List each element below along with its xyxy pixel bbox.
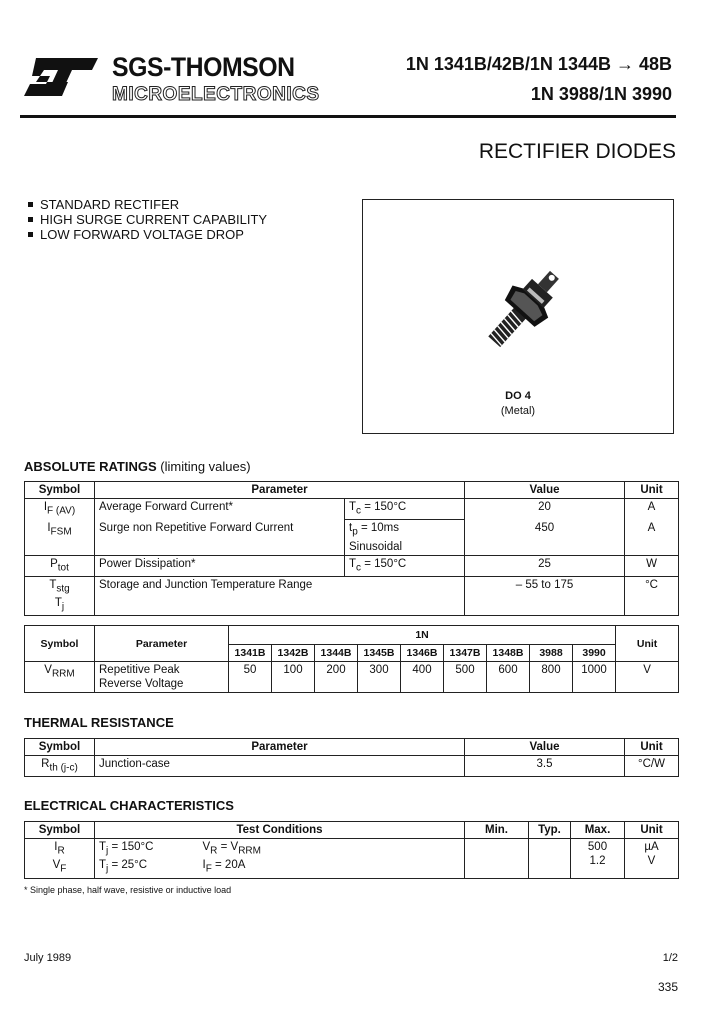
diode-package-icon (461, 250, 581, 375)
feature-item: HIGH SURGE CURRENT CAPABILITY (26, 212, 267, 227)
col-test-conditions: Test Conditions (95, 822, 465, 839)
voltage-cell: 200 (315, 662, 358, 693)
condition-cell: $T_c = 150^\circ C$ (345, 555, 465, 576)
table-row (25, 756, 679, 777)
page-number: 1/2 (662, 952, 678, 964)
type-header: 1345B (358, 645, 401, 662)
symbol-cell: $R_{th (j-c)}$ (25, 756, 95, 777)
symbol-cell: $P_{tot}$ (25, 555, 95, 576)
symbol-cell: $I_{FSM}$ (25, 520, 95, 555)
col-min: Min. (465, 822, 529, 839)
feature-list (26, 197, 267, 242)
thermal-resistance-title: THERMAL RESISTANCE (24, 715, 174, 730)
unit-cell: V (616, 662, 679, 693)
parameter-cell: Surge non Repetitive Forward Current (95, 520, 345, 555)
type-header: 3990 (573, 645, 616, 662)
unit-cell: A (625, 520, 679, 555)
table-row (25, 576, 679, 616)
brand-subtitle: MICROELECTRONICS (112, 84, 320, 105)
package-material: (Metal) (500, 405, 536, 417)
absolute-ratings-heading: ABSOLUTE RATINGS (24, 459, 157, 474)
col-parameter: Parameter (95, 626, 229, 662)
value-cell: 20 (465, 499, 625, 520)
unit-cell: °C (625, 576, 679, 616)
table-header-row (25, 482, 679, 499)
electrical-characteristics-title: ELECTRICAL CHARACTERISTICS (24, 798, 234, 813)
parameter-cell: Storage and Junction Temperature Range (95, 576, 465, 616)
voltage-cell: 1000 (573, 662, 616, 693)
col-symbol: Symbol (25, 739, 95, 756)
type-header: 3988 (530, 645, 573, 662)
table-row (25, 555, 679, 576)
voltage-cell: 800 (530, 662, 573, 693)
col-unit: Unit (616, 626, 679, 662)
col-unit: Unit (625, 482, 679, 499)
voltage-cell: 50 (229, 662, 272, 693)
package-figure (362, 199, 674, 434)
absolute-ratings-title (24, 459, 251, 474)
header-divider (20, 115, 676, 118)
type-header: 1348B (487, 645, 530, 662)
st-logo (22, 52, 102, 102)
vrrm-table (24, 625, 679, 693)
st-logo-icon (22, 52, 102, 102)
col-symbol: Symbol (25, 626, 95, 662)
feature-item: LOW FORWARD VOLTAGE DROP (26, 227, 267, 242)
table-header-row (25, 739, 679, 756)
type-header: 1344B (315, 645, 358, 662)
symbol-cell: $V_{RRM}$ (25, 662, 95, 693)
min-cell (465, 839, 529, 879)
unit-cell: °C/W (625, 756, 679, 777)
unit-cell: A (625, 499, 679, 520)
type-header: 1342B (272, 645, 315, 662)
package-name: DO 4 (505, 390, 531, 402)
brand-name: SGS-THOMSON (112, 52, 295, 82)
voltage-cell: 400 (401, 662, 444, 693)
absolute-ratings-subtitle: (limiting values) (160, 459, 251, 474)
typ-cell (529, 839, 571, 879)
type-header: 1346B (401, 645, 444, 662)
table-row (25, 839, 679, 879)
col-unit: Unit (625, 822, 679, 839)
absolute-ratings-table (24, 481, 679, 616)
part-numbers-line1: 1N 1341B/42B/1N 1344B → 48B (405, 54, 672, 74)
table-header-row (25, 822, 679, 839)
parameter-cell: Power Dissipation* (95, 555, 345, 576)
voltage-cell: 500 (444, 662, 487, 693)
symbol-cell: $I_R$ $V_F$ (25, 839, 95, 879)
col-value: Value (465, 739, 625, 756)
condition-cell: $V_R = V_{RRM}$ $I_F = 20A$ (199, 839, 465, 879)
col-unit: Unit (625, 739, 679, 756)
col-symbol: Symbol (25, 822, 95, 839)
max-cell: 500 1.2 (571, 839, 625, 879)
col-typ: Typ. (529, 822, 571, 839)
voltage-cell: 300 (358, 662, 401, 693)
condition-cell: $t_p = 10ms$ Sinusoidal (345, 520, 465, 555)
col-group-1n: 1N (229, 626, 616, 645)
symbol-cell: $I_{F (AV)}$ (25, 499, 95, 520)
type-header: 1341B (229, 645, 272, 662)
table-row (25, 499, 679, 520)
value-cell: 450 (465, 520, 625, 555)
type-header: 1347B (444, 645, 487, 662)
feature-item: STANDARD RECTIFER (26, 197, 267, 212)
condition-cell: $T_j = 150^\circ C$ $T_j = 25^\circ C$ (95, 839, 199, 879)
col-parameter: Parameter (95, 739, 465, 756)
table-row (25, 520, 679, 555)
col-parameter: Parameter (95, 482, 465, 499)
unit-cell: µA V (625, 839, 679, 879)
part-numbers-line2: 1N 3988/1N 3990 (530, 84, 672, 104)
parameter-cell: Average Forward Current* (95, 499, 345, 520)
col-value: Value (465, 482, 625, 499)
voltage-cell: 100 (272, 662, 315, 693)
col-max: Max. (571, 822, 625, 839)
col-symbol: Symbol (25, 482, 95, 499)
electrical-characteristics-table (24, 821, 679, 879)
document-title: RECTIFIER DIODES (478, 140, 676, 163)
condition-cell: $T_c = 150^\circ C$ (345, 499, 465, 520)
parameter-cell: Junction-case (95, 756, 465, 777)
value-cell: 25 (465, 555, 625, 576)
parameter-cell: Repetitive Peak Reverse Voltage (95, 662, 229, 693)
symbol-cell: $T_{stg}$ $T_j$ (25, 576, 95, 616)
voltage-cell: 600 (487, 662, 530, 693)
value-cell: – 55 to 175 (465, 576, 625, 616)
value-cell: 3.5 (465, 756, 625, 777)
table-row (25, 662, 679, 693)
thermal-resistance-table (24, 738, 679, 777)
document-date: July 1989 (24, 952, 72, 964)
table-header-row (25, 626, 679, 645)
sheet-number: 335 (657, 980, 678, 994)
footnote: * Single phase, half wave, resistive or inductive load (24, 885, 232, 895)
unit-cell: W (625, 555, 679, 576)
